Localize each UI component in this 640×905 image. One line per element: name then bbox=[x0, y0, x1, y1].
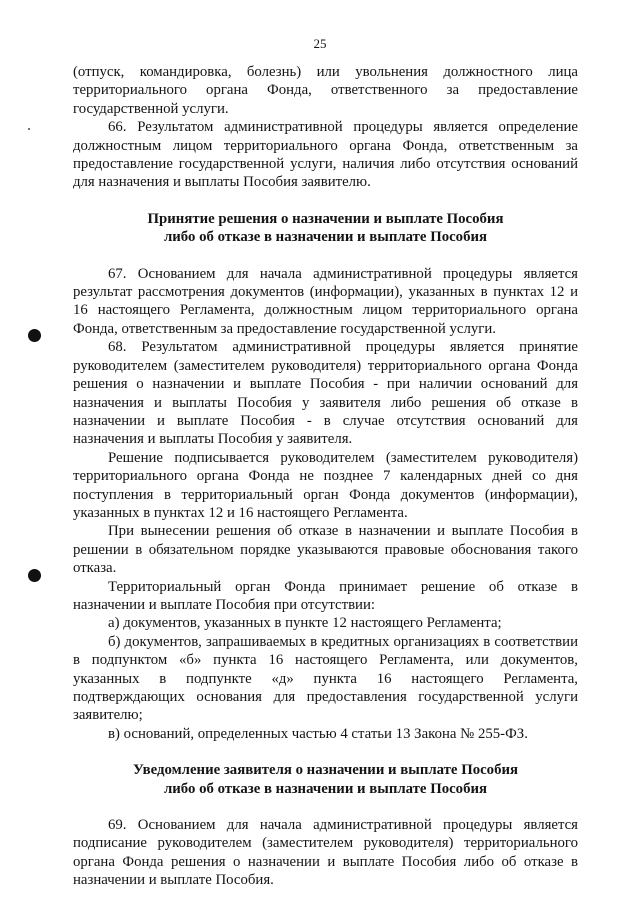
document-body bbox=[73, 63, 578, 890]
section-heading-line: Принятие решения о назначении и выплате Пособия bbox=[147, 210, 504, 227]
paragraph: При вынесении решения об отказе в назначении и выплате Пособия в решении в обязательном порядке указываются правовые обоснования такого отказа. bbox=[73, 523, 578, 577]
paragraph: 67. Основанием для начала административной процедуры является результат рассмотрения документов (информации), указанных в пунктах 12 и 16 настоящего Регламента, должностным лицом территориального органа Фонда, ответственным за предоставление государственной услуги. bbox=[73, 265, 578, 337]
paragraph: Территориальный орган Фонда принимает решение об отказе в назначении и выплате Пособия при отсутствии: bbox=[73, 578, 578, 613]
punch-hole bbox=[28, 329, 41, 342]
paragraph: (отпуск, командировка, болезнь) или увольнения должностного лица территориального органа Фонда, ответственного за предоставление государственной услуги. bbox=[73, 64, 578, 117]
paragraph: а) документов, указанных в пункте 12 настоящего Регламента; bbox=[108, 615, 502, 632]
page-number: 25 bbox=[313, 36, 327, 51]
scan-speck bbox=[28, 128, 30, 130]
paragraph: в) оснований, определенных частью 4 статьи 13 Закона № 255-ФЗ. bbox=[108, 725, 528, 742]
paragraph: б) документов, запрашиваемых в кредитных организациях в соответствии в подпунктом «б» пункта 16 настоящего Регламента, или документов, указанных в подпункте «д» пункта 16 настоящего Регламента, подтверждающих основания для предоставления государственной услуги заявителю; bbox=[73, 633, 578, 724]
paragraph: Решение подписывается руководителем (заместителем руководителя) территориального органа Фонда не позднее 7 календарных дней со дня поступления в территориальный орган Фонда документов (информации), указанных в пунктах 12 и 16 настоящего Регламента. bbox=[73, 449, 578, 521]
section-heading bbox=[73, 761, 578, 798]
paragraph: 69. Основанием для начала административной процедуры является подписание руководителем (заместителем руководителя) территориального органа Фонда решения о назначении и выплате Пособия либо об отказе в назначении и выплате Пособия. bbox=[73, 817, 578, 889]
paragraph: 68. Результатом административной процедуры является принятие руководителем (заместителем руководителя) территориального органа Фонда решения о назначении и выплате Пособия - при наличии оснований для назначения и выплаты Пособия у заявителя либо решения об отказе в назначении и выплате Пособия - в случае отсутствия оснований для назначения и выплаты Пособия у заявителя. bbox=[73, 339, 578, 448]
punch-hole bbox=[28, 569, 41, 582]
section-heading-line: Уведомление заявителя о назначении и выплате Пособия bbox=[132, 762, 519, 779]
section-heading bbox=[73, 210, 578, 247]
paragraph: 66. Результатом административной процедуры является определение должностным лицом территориального органа Фонда, ответственным за предоставление государственной услуги, наличия либо отсутствия оснований для назначения и выплаты Пособия заявителю. bbox=[73, 119, 578, 191]
section-heading-line: либо об отказе в назначении и выплате Пособия bbox=[163, 780, 488, 797]
section-heading-line: либо об отказе в назначении и выплате Пособия bbox=[163, 229, 488, 246]
